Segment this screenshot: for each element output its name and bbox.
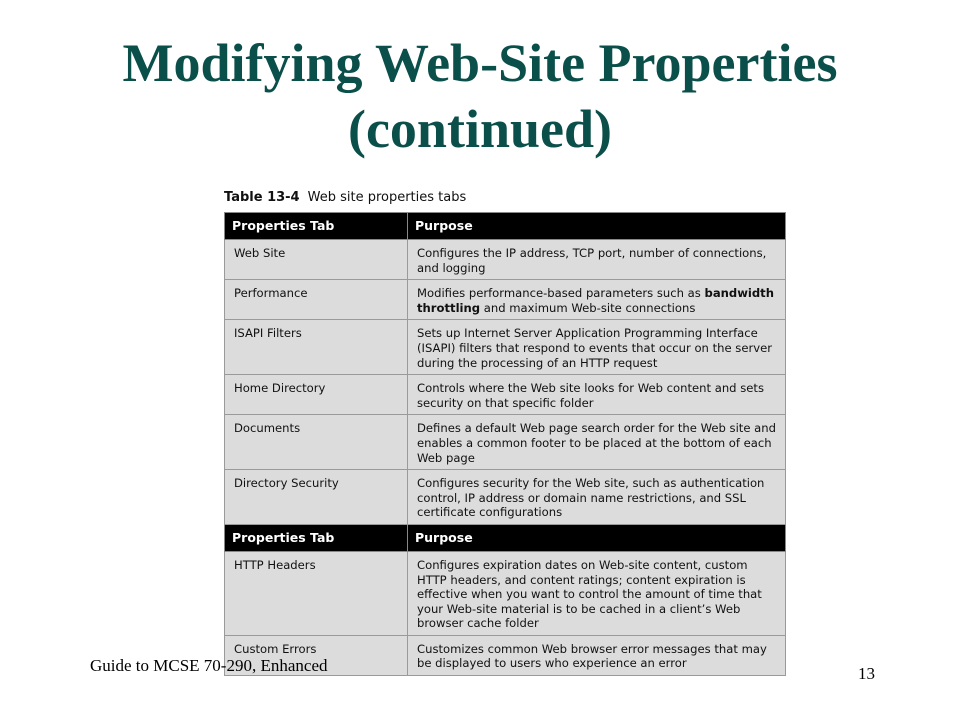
purpose-text: Modifies performance-based parameters such as	[417, 286, 705, 301]
footer-course-title: Guide to MCSE 70-290, Enhanced	[90, 656, 328, 675]
row-tab-name: Web Site	[225, 240, 408, 280]
table-header-row	[225, 213, 786, 240]
header-purpose: Purpose	[408, 524, 786, 551]
slide-title	[0, 30, 960, 162]
row-purpose: Configures security for the Web site, such as authentication control, IP address or domain name restrictions, and SSL certificate configurations	[408, 470, 786, 525]
purpose-text: and maximum Web-site connections	[480, 300, 696, 315]
properties-table	[224, 212, 786, 676]
table-row	[225, 415, 786, 470]
row-purpose: Controls where the Web site looks for Web content and sets security on that specific folder	[408, 375, 786, 415]
title-line-1: Modifying Web-Site Properties	[122, 33, 838, 93]
page-number: 13	[858, 664, 875, 683]
table-row	[225, 551, 786, 635]
row-purpose	[408, 280, 786, 320]
purpose-bold-text: bandwidth throttling	[417, 286, 774, 315]
header-properties-tab: Properties Tab	[225, 213, 408, 240]
table-row	[225, 470, 786, 525]
header-purpose: Purpose	[408, 213, 786, 240]
table-header-row	[225, 524, 786, 551]
title-line-2: (continued)	[347, 99, 612, 159]
table-row	[225, 240, 786, 280]
table-caption-text: Web site properties tabs	[307, 190, 467, 205]
row-tab-name: Custom Errors	[225, 635, 408, 675]
table-row	[225, 375, 786, 415]
row-purpose: Configures expiration dates on Web-site content, custom HTTP headers, and content ratings; content expiration is effective when you want to control the amount of time that your Web-site material is to be cached in a client’s Web browser cache folder	[408, 551, 786, 635]
row-purpose: Sets up Internet Server Application Programming Interface (ISAPI) filters that respond to events that occur on the server during the processing of an HTTP request	[408, 320, 786, 375]
row-tab-name: Documents	[225, 415, 408, 470]
row-tab-name: HTTP Headers	[225, 551, 408, 635]
table-caption	[224, 190, 466, 205]
row-tab-name: Performance	[225, 280, 408, 320]
table-row	[225, 320, 786, 375]
row-tab-name: Directory Security	[225, 470, 408, 525]
row-tab-name: Home Directory	[225, 375, 408, 415]
row-tab-name: ISAPI Filters	[225, 320, 408, 375]
row-purpose: Configures the IP address, TCP port, number of connections, and logging	[408, 240, 786, 280]
row-purpose: Defines a default Web page search order for the Web site and enables a common footer to be placed at the bottom of each Web page	[408, 415, 786, 470]
table-caption-label: Table 13-4	[224, 190, 300, 205]
header-properties-tab: Properties Tab	[225, 524, 408, 551]
row-purpose: Customizes common Web browser error messages that may be displayed to users who experience an error	[408, 635, 786, 675]
table-row	[225, 280, 786, 320]
